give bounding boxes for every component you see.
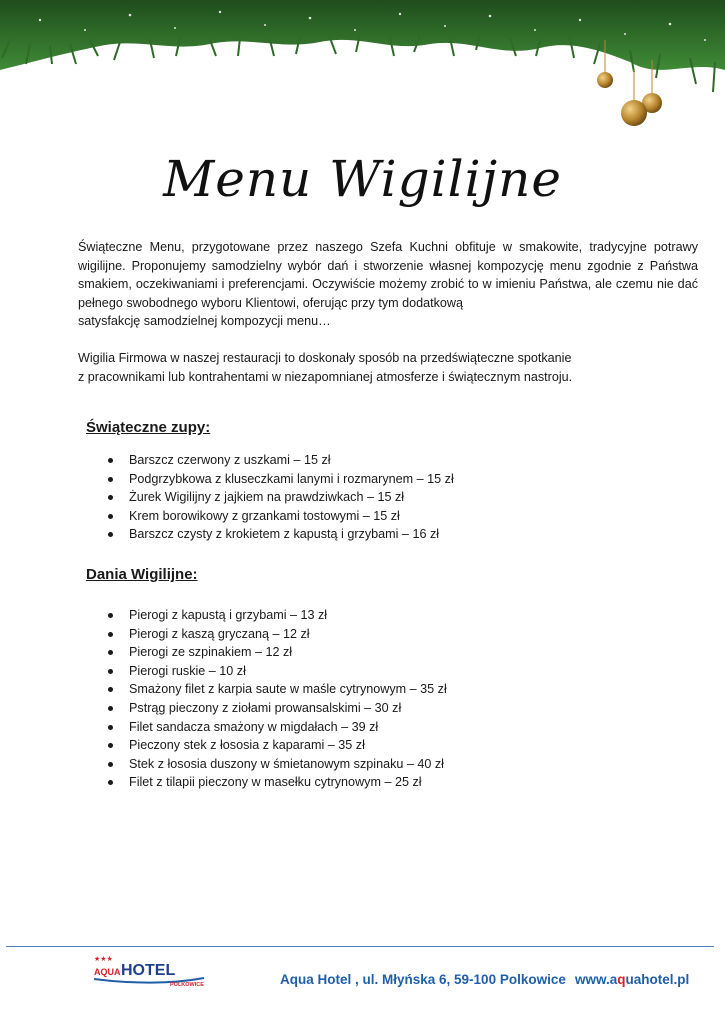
aqua-hotel-logo	[92, 954, 212, 988]
list-item: Żurek Wigilijny z jajkiem na prawdziwkach – 15 zł	[106, 488, 454, 507]
dishes-list	[106, 606, 447, 792]
intro-paragraph-1	[78, 238, 698, 331]
intro-p1-line-2: satysfakcję samodzielnej kompozycji menu…	[78, 314, 331, 329]
list-item: Pierogi z kaszą gryczaną – 12 zł	[106, 625, 447, 644]
intro-text	[78, 238, 698, 386]
list-item: Barszcz czerwony z uszkami – 15 zł	[106, 451, 454, 470]
list-item: Pierogi ruskie – 10 zł	[106, 662, 447, 681]
page-title: Menu Wigilijne	[163, 150, 562, 208]
list-item: Krem borowikowy z grzankami tostowymi – 15 zł	[106, 507, 454, 526]
intro-p2-line-2: z pracownikami lub kontrahentami w niezapomnianej atmosferze i świątecznym nastroju.	[78, 369, 573, 384]
pine-garland-decoration	[0, 0, 725, 135]
section-heading-dishes: Dania Wigilijne:	[86, 566, 198, 583]
intro-p1-line-1: Świąteczne Menu, przygotowane przez naszego Szefa Kuchni obfituje w smakowite, tradycyjne potrawy wigilijne. Proponujemy samodzielny wybór dań i stworzenie własnej kompozycję menu zgodnie z Państwa smakiem, oczekiwaniami i preferencjami. Oczywiście możemy zrobić to w imieniu Państwa, ale czemu nie dać pełnego swobodnego wyboru Klientowi, oferując przy tym dodatkową	[78, 240, 698, 310]
list-item: Podgrzybkowa z kluseczkami lanymi i rozmarynem – 15 zł	[106, 470, 454, 489]
soups-list	[106, 451, 454, 544]
section-heading-soups: Świąteczne zupy:	[86, 419, 211, 436]
website-prefix: www.a	[575, 972, 618, 987]
website-suffix: uahotel.pl	[625, 972, 690, 987]
intro-p2-line-1: Wigilia Firmowa w naszej restauracji to doskonały sposób na przedświąteczne spotkanie	[78, 350, 572, 365]
footer-address: Aqua Hotel , ul. Młyńska 6, 59-100 Polkowice	[280, 972, 566, 987]
list-item: Stek z łososia duszony w śmietanowym szpinaku – 40 zł	[106, 755, 447, 774]
list-item: Pierogi z kapustą i grzybami – 13 zł	[106, 606, 447, 625]
list-item: Filet z tilapii pieczony w masełku cytrynowym – 25 zł	[106, 773, 447, 792]
logo-city: POLKOWICE	[170, 982, 204, 988]
logo-stars: ★★★	[94, 956, 113, 963]
footer-divider	[6, 946, 714, 947]
list-item: Barszcz czysty z krokietem z kapustą i grzybami – 16 zł	[106, 525, 454, 544]
list-item: Filet sandacza smażony w migdałach – 39 zł	[106, 718, 447, 737]
logo-hotel: HOTEL	[121, 962, 176, 979]
logo-aqua: AQUA	[94, 967, 121, 977]
website-accent: q	[617, 972, 626, 987]
website-link[interactable]	[575, 972, 689, 987]
list-item: Smażony filet z karpia saute w maśle cytrynowym – 35 zł	[106, 680, 447, 699]
list-item: Pstrąg pieczony z ziołami prowansalskimi – 30 zł	[106, 699, 447, 718]
list-item: Pieczony stek z łososia z kaparami – 35 zł	[106, 736, 447, 755]
intro-paragraph-2	[78, 349, 698, 386]
list-item: Pierogi ze szpinakiem – 12 zł	[106, 643, 447, 662]
